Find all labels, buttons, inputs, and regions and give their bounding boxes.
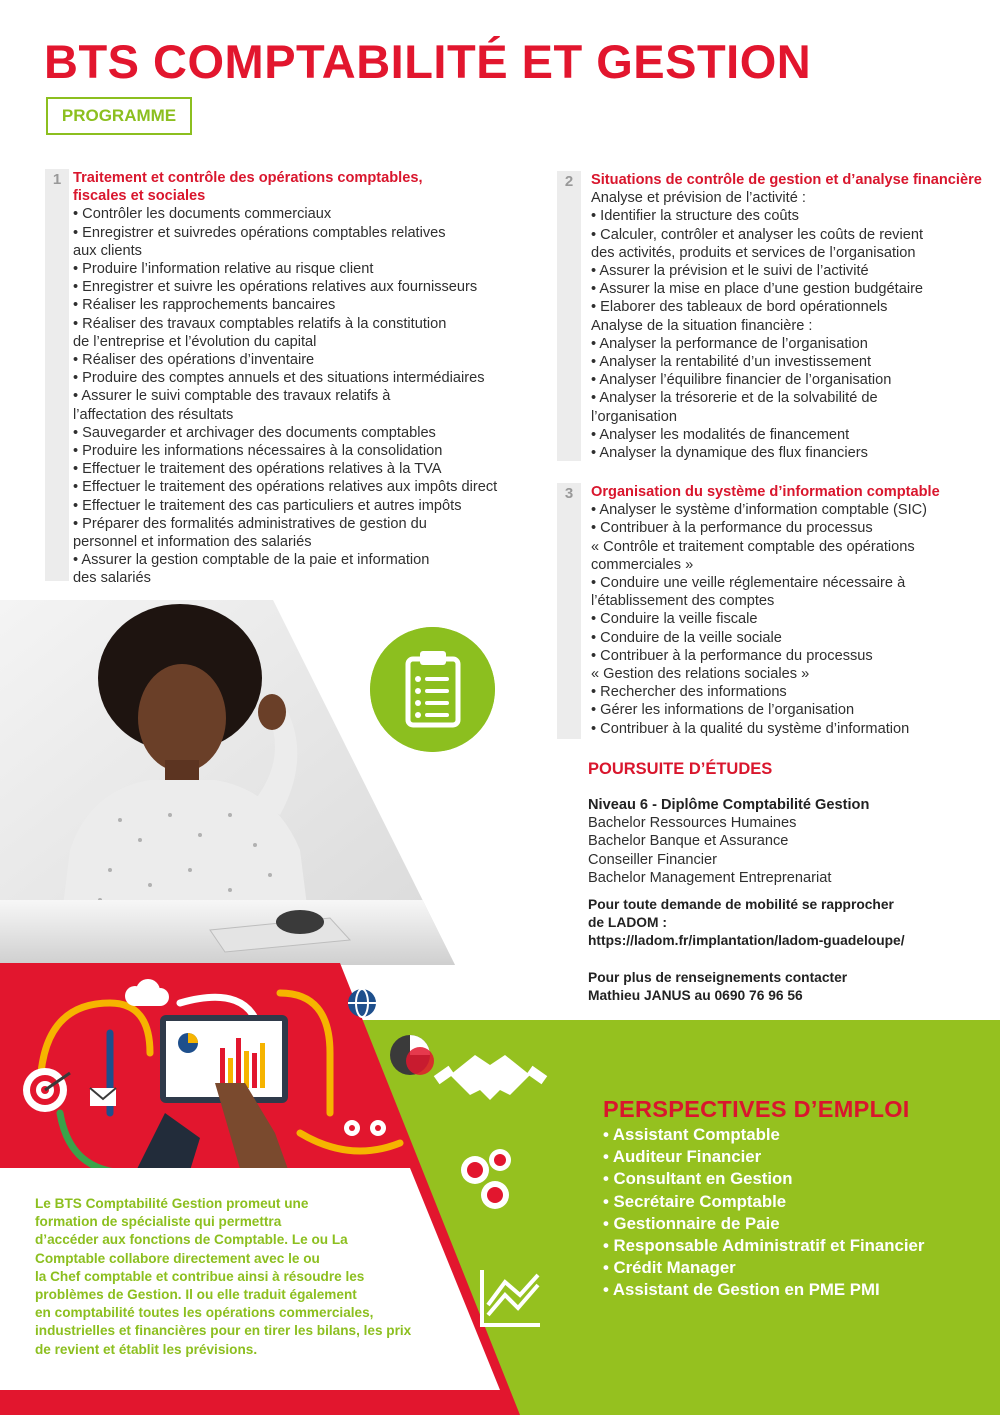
list-item: • Sauvegarder et archivager des documents comptables [73,424,436,441]
list-item: • Produire l’information relative au risque client [73,261,374,278]
description-line: Le BTS Comptabilité Gestion promeut une [35,1196,309,1211]
list-item: • Réaliser des opérations d’inventaire [73,352,315,369]
list-item: • Gestionnaire de Paie [603,1213,780,1233]
list-item: • Assurer le suivi comptable des travaux relatifs à [73,388,391,405]
list-item: • Calculer, contrôler et analyser les coûts de revient [591,226,924,243]
programme-section-2 [557,171,1000,462]
programme-section-3 [557,483,1000,738]
list-item: • Contrôler les documents commerciaux [73,206,332,223]
contact-line: Pour plus de renseignements contacter [588,969,848,985]
section-number: 1 [45,169,69,581]
description-line: en comptabilité toutes les opérations commerciales, [35,1305,374,1321]
list-item: Conseiller Financier [588,851,717,868]
list-item: l’affectation des résultats [73,406,234,423]
list-item: • Préparer des formalités administratives de gestion du [73,515,427,532]
section-number: 2 [557,171,581,461]
list-item: • Analyser le système d’information comptable (SIC) [591,502,928,519]
poursuite-diplome: Niveau 6 - Diplôme Comptabilité Gestion [588,797,870,813]
globe-icon [348,989,376,1017]
list-item: « Gestion des relations sociales » [591,666,810,683]
list-item: • Analyser la dynamique des flux financiers [591,445,868,462]
target-icon [23,1068,70,1112]
list-item: • Analyser la performance de l’organisation [591,335,868,352]
list-item: • Conduire de la veille sociale [591,629,782,646]
team-icon [461,1149,511,1209]
description-line: de revient et établit les prévisions. [35,1341,258,1357]
programme-badge: PROGRAMME [46,97,192,135]
heading-line: Situations de contrôle de gestion et d’analyse financière [591,172,982,188]
ladom-link[interactable]: https://ladom.fr/implantation/ladom-guadeloupe/ [588,933,905,949]
contact-phone: Mathieu JANUS au 0690 76 96 56 [588,987,803,1003]
section-heading [73,169,545,205]
list-item: • Rechercher des informations [591,684,787,701]
mobility-line: Pour toute demande de mobilité se rapprocher [588,897,894,912]
list-item: • Secrétaire Comptable [603,1191,787,1211]
list-item: • Contribuer à la performance du processus [591,647,873,664]
list-item: • Réaliser les rapprochements bancaires [73,297,336,314]
contact-block [588,896,988,1005]
list-item: l’organisation [591,408,677,425]
list-item: • Conduire la veille fiscale [591,611,758,628]
list-item: • Auditeur Financier [603,1147,762,1167]
list-item: des activités, produits et services de l’organisation [591,244,916,261]
list-item: Bachelor Banque et Assurance [588,833,789,850]
list-item: Analyse de la situation financière : [591,317,813,334]
list-item: • Analyser la rentabilité d’un investissement [591,354,872,371]
list-item: • Elaborer des tableaux de bord opérationnels [591,299,888,316]
list-item: • Responsable Administratif et Financier [603,1236,925,1256]
poursuite-list [588,796,988,887]
list-item: • Analyser l’équilibre financier de l’organisation [591,372,892,389]
section-number: 3 [557,483,581,739]
list-item: commerciales » [591,556,694,573]
list-item: • Effectuer le traitement des opérations relatives aux impôts direct [73,479,498,496]
list-item: de l’entreprise et l’évolution du capital [73,333,317,350]
heading-line: Organisation du système d’information comptable [591,484,940,500]
clipboard-icon [370,627,495,752]
pie-chart-icon [390,1035,434,1075]
list-item: • Contribuer à la performance du processus [591,520,873,537]
list-item: • Crédit Manager [603,1258,736,1278]
list-item: • Produire des comptes annuels et des situations intermédiaires [73,370,485,387]
list-item: • Assurer la mise en place d’une gestion budgétaire [591,281,924,298]
description-line: la Chef comptable et contribue ainsi à résoudre les [35,1268,365,1284]
list-item: • Assurer la prévision et le suivi de l’activité [591,263,869,280]
list-item: • Analyser la trésorerie et de la solvabilité de [591,390,878,407]
list-item: • Conduire une veille réglementaire nécessaire à [591,575,906,592]
list-item: Analyse et prévision de l’activité : [591,190,806,207]
list-item: Bachelor Ressources Humaines [588,815,797,832]
cloud-icon [125,979,169,1006]
mobility-line: de LADOM : [588,915,667,931]
list-item: • Contribuer à la qualité du système d’information [591,720,910,737]
heading-line: Traitement et contrôle des opérations comptables, [73,170,423,186]
programme-section-1 [45,169,545,588]
list-item: « Contrôle et traitement comptable des opérations [591,538,915,555]
list-item: personnel et information des salariés [73,534,312,551]
list-item: • Enregistrer et suivredes opérations comptables relatives [73,224,446,241]
list-item: • Assistant Comptable [603,1125,780,1144]
list-item: • Gérer les informations de l’organisation [591,702,855,719]
heading-line: fiscales et sociales [73,188,206,205]
description-line: problèmes de Gestion. Il ou elle traduit également [35,1287,357,1303]
emploi-title: PERSPECTIVES D’EMPLOI [603,1096,910,1122]
description-line: formation de spécialiste qui permettra [35,1214,282,1230]
description-line: Comptable collabore directement avec le ou [35,1250,320,1266]
list-item: • Identifier la structure des coûts [591,208,799,225]
list-item: • Effectuer le traitement des cas particuliers et autres impôts [73,497,462,514]
list-item: • Assurer la gestion comptable de la paie et information [73,552,430,569]
list-item: • Produire les informations nécessaires à la consolidation [73,443,443,460]
list-item: l’établissement des comptes [591,593,775,610]
handshake-icon [434,1055,547,1100]
list-item: • Consultant en Gestion [603,1169,793,1189]
page-title: BTS COMPTABILITÉ ET GESTION [44,35,812,88]
poursuite-title: POURSUITE D’ÉTUDES [588,760,773,778]
list-item: • Analyser les modalités de financement [591,426,850,443]
description-line: d’accéder aux fonctions de Comptable. Le ou La [35,1232,348,1248]
list-item: Bachelor Management Entreprenariat [588,869,832,886]
section-content [73,169,545,588]
list-item: • Enregistrer et suivre les opérations relatives aux fournisseurs [73,279,478,296]
list-item: • Assistant de Gestion en PME PMI [603,1280,880,1300]
list-item: des salariés [73,570,151,587]
description-text [35,1195,455,1359]
section-heading [591,483,1000,501]
emploi-list [603,1124,924,1302]
list-item: • Effectuer le traitement des opérations relatives à la TVA [73,461,442,478]
section-content [591,483,1000,738]
section-content [591,171,1000,462]
list-item: • Réaliser des travaux comptables relatifs à la constitution [73,315,447,332]
description-line: industrielles et financières pour en tirer les bilans, les prix [35,1323,412,1339]
list-item: aux clients [73,242,142,259]
growth-chart-icon [482,1270,540,1325]
section-heading [591,171,1000,189]
